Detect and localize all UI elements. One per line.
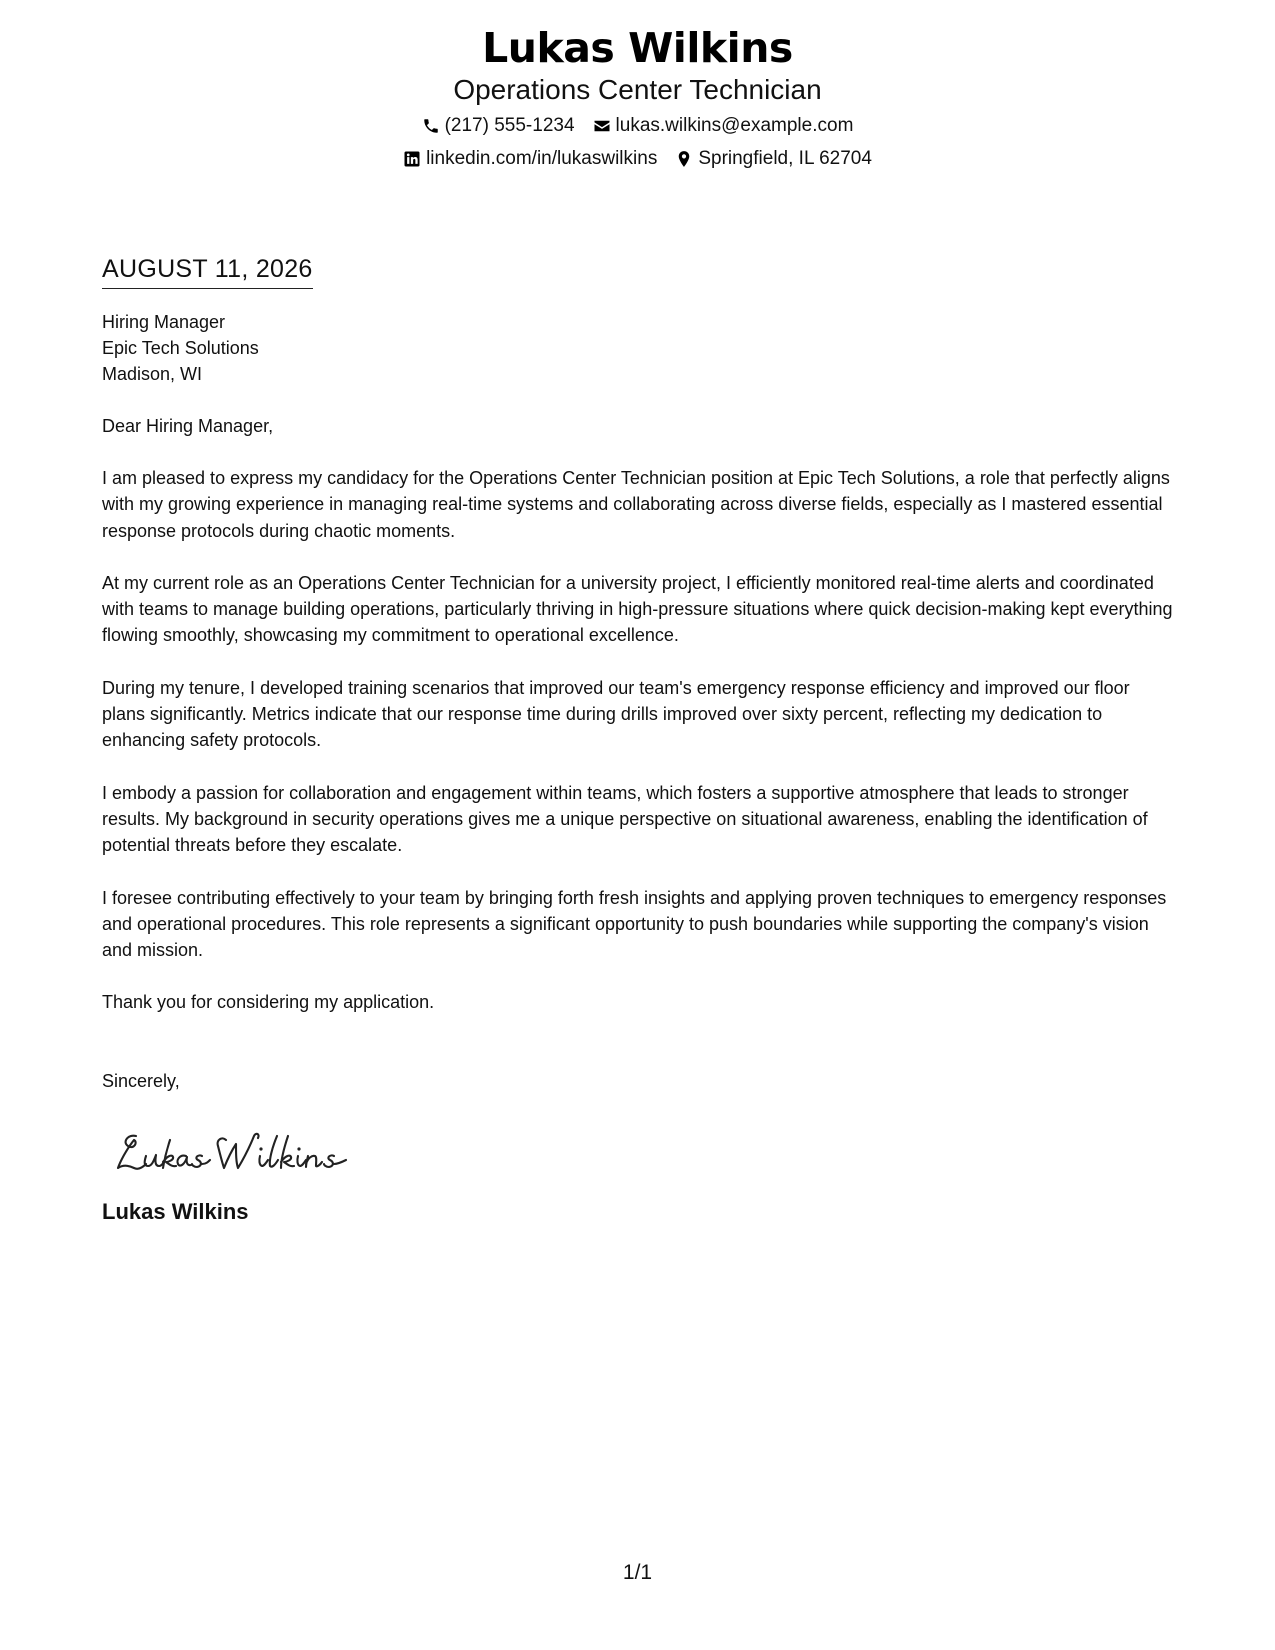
body-paragraph: I embody a passion for collaboration and engagement within teams, which fosters a supportive atmosphere that leads to stronger results. My background in security operations gives me a unique perspective on situational awareness, enabling the identification of potential threats before they escalate.: [102, 782, 1148, 856]
recipient-block: [102, 309, 1177, 387]
contact-row-primary: [0, 114, 1275, 138]
body-paragraph: During my tenure, I developed training scenarios that improved our team's emergency response efficiency and improved our floor plans significantly. Metrics indicate that our response time during drills improved over sixty percent, reflecting my dedication to enhancing safety protocols.: [102, 677, 1130, 751]
contact-location: [675, 147, 872, 171]
handwritten-signature: [114, 1122, 354, 1180]
linkedin-text[interactable]: linkedin.com/in/lukaswilkins: [426, 148, 658, 169]
page-number: 1/1: [622, 1561, 653, 1584]
linkedin-icon: [403, 150, 421, 168]
email-text[interactable]: lukas.wilkins@example.com: [615, 115, 854, 136]
contact-phone: [422, 114, 575, 138]
recipient-company: Epic Tech Solutions: [102, 338, 259, 358]
recipient-location: Madison, WI: [102, 364, 203, 384]
recipient-title: Hiring Manager: [102, 312, 226, 332]
salutation: Dear Hiring Manager,: [102, 416, 274, 436]
letter-date: AUGUST 11, 2026: [102, 254, 313, 289]
body-paragraph: I am pleased to express my candidacy for the Operations Center Technician position at Epic Tech Solutions, a role that perfectly aligns with my growing experience in managing real-time systems and collaborating across diverse fields, especially as I mastered essential response protocols during chaotic moments.: [102, 468, 1170, 541]
letter-header: [0, 22, 1275, 171]
map-pin-icon: [675, 150, 693, 168]
thank-you-paragraph: Thank you for considering my application.: [102, 992, 435, 1013]
envelope-icon: [593, 117, 611, 135]
location-text: Springfield, IL 62704: [698, 148, 872, 169]
signer-name: Lukas Wilkins: [102, 1198, 249, 1224]
applicant-job-title: Operations Center Technician: [453, 74, 822, 105]
letter-body: [102, 254, 1177, 1226]
applicant-name: Lukas Wilkins: [482, 24, 793, 72]
contact-row-secondary: [0, 147, 1275, 171]
contact-email[interactable]: [593, 114, 854, 138]
phone-text: (217) 555-1234: [444, 115, 575, 136]
body-paragraph: I foresee contributing effectively to your team by bringing forth fresh insights and applying proven techniques to emergency responses and operational procedures. This role represents a significant opportunity to push boundaries while supporting the company's vision and mission.: [102, 887, 1167, 961]
contact-linkedin[interactable]: [403, 147, 657, 171]
body-paragraph: At my current role as an Operations Center Technician for a university project, I efficiently monitored real-time alerts and coordinated with teams to manage building operations, particularly thriving in high-pressure situations where quick decision-making kept everything flowing smoothly, showcasing my commitment to operational excellence.: [102, 572, 1173, 646]
phone-icon: [422, 117, 440, 135]
closing: Sincerely,: [102, 1070, 180, 1091]
